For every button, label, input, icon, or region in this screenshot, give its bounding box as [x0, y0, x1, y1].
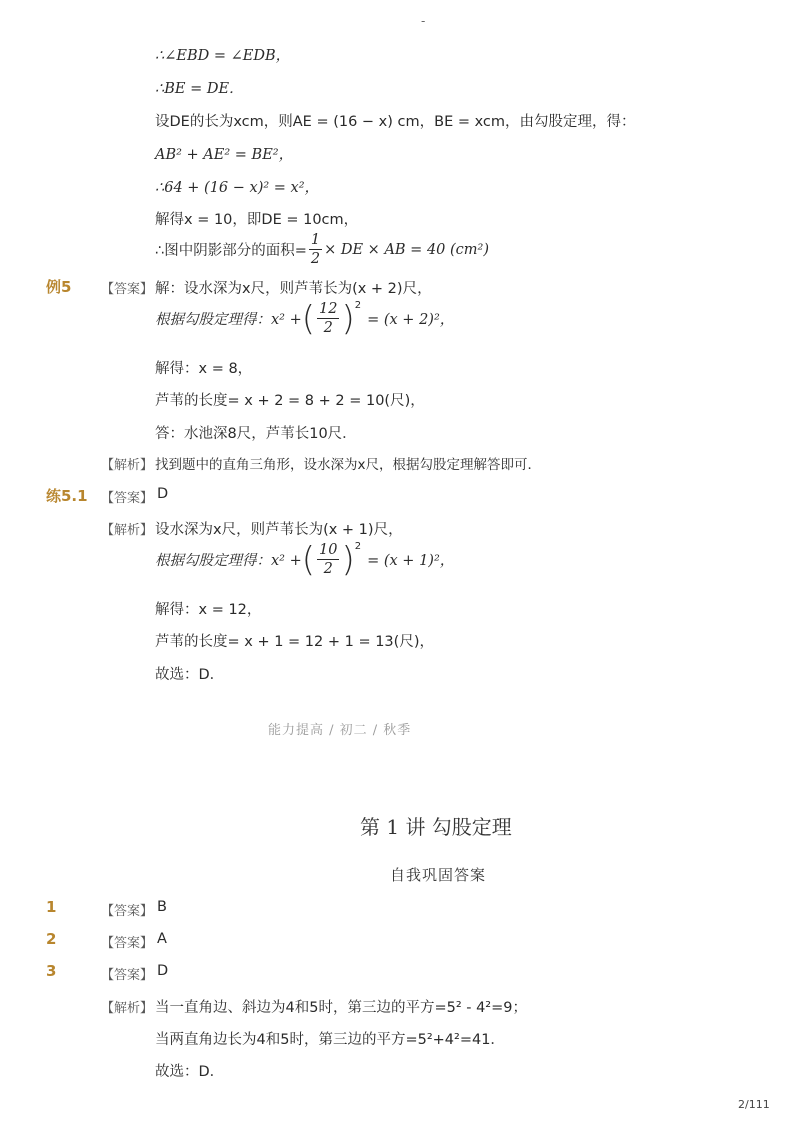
answer-2-tag: 【答案】: [101, 936, 154, 951]
example-5-line-1: 解：设水深为x尺，则芦苇长为(x + 2)尺，: [155, 281, 432, 297]
answer-1-value: B: [157, 899, 167, 915]
proof-line-4: AB² + AE² = BE²，: [155, 147, 294, 163]
fraction-numerator: 1: [310, 232, 321, 248]
practice-5-1-line-1: 设水深为x尺，则芦苇长为(x + 1)尺，: [155, 522, 403, 538]
answer-1-number: 1: [46, 898, 57, 916]
pythagoras-rhs: = (x + 1)²，: [367, 553, 455, 569]
fraction-denominator: 2: [323, 320, 333, 336]
left-paren: (: [301, 539, 316, 580]
proof-line-1: ∴∠EBD = ∠EDB，: [155, 48, 291, 64]
answer-3-analysis-line-2: 当两直角边长为4和5时，第三边的平方=5²+4²=41．: [155, 1032, 505, 1048]
fraction-half: [309, 231, 322, 268]
right-paren: ): [341, 539, 355, 580]
top-mark: -: [421, 14, 426, 28]
practice-5-1-line-2: [155, 541, 454, 578]
proof-line-2: ∴BE = DE．: [155, 81, 244, 97]
practice-5-1-line-3: 解得：x = 12，: [155, 602, 262, 618]
proof-line-3: 设DE的长为xcm，则AE = (16 − x) cm，BE = xcm，由勾股定理，得：: [155, 114, 636, 130]
practice-5-1-analysis-tag: 【解析】: [101, 523, 154, 538]
right-paren: ): [341, 298, 355, 339]
practice-5-1-line-5: 故选：D．: [155, 667, 225, 683]
answer-1-tag: 【答案】: [101, 904, 154, 919]
lesson-title: 第 1 讲 勾股定理: [360, 815, 512, 839]
practice-5-1-line-4: 芦苇的长度= x + 1 = 12 + 1 = 13(尺)，: [155, 634, 434, 650]
answer-3-number: 3: [46, 962, 57, 980]
fraction-10-over-2: [317, 541, 339, 578]
area-prefix: ∴图中阴影部分的面积=: [155, 243, 307, 259]
example-5-line-5: 答：水池深8尺，芦苇长10尺．: [155, 426, 357, 442]
exponent: 2: [354, 541, 362, 552]
page-footer: 能力提高 / 初二 / 秋季: [268, 723, 412, 738]
proof-line-6: 解得x = 10，即DE = 10cm，: [155, 212, 359, 228]
page-number: 2/111: [738, 1098, 770, 1111]
answer-3-analysis-tag: 【解析】: [101, 1001, 154, 1016]
area-result: × DE × AB = 40 (cm²): [324, 241, 489, 258]
example-5-analysis: 找到题中的直角三角形，设水深为x尺，根据勾股定理解答即可．: [155, 457, 541, 473]
pythagoras-rhs: = (x + 2)²，: [367, 312, 455, 328]
answer-2-value: A: [157, 931, 167, 947]
answer-3-tag: 【答案】: [101, 968, 154, 983]
answer-3-analysis-line-1: 当一直角边、斜边为4和5时，第三边的平方=5² - 4²=9；: [155, 1000, 527, 1016]
practice-5-1-answer: D: [157, 486, 169, 502]
fraction-numerator: 10: [319, 542, 338, 558]
fraction-12-over-2: [317, 300, 339, 337]
example-5-analysis-tag: 【解析】: [101, 458, 154, 473]
answer-3-analysis-line-3: 故选：D．: [155, 1064, 225, 1080]
proof-line-7: [155, 231, 489, 268]
answer-2-number: 2: [46, 930, 57, 948]
fraction-denominator: 2: [310, 251, 321, 267]
example-5-answer-tag: 【答案】: [101, 282, 154, 297]
practice-5-1-number: 练5.1: [46, 487, 88, 505]
practice-5-1-answer-tag: 【答案】: [101, 491, 154, 506]
example-5-number: 例5: [46, 278, 72, 296]
section-title: 自我巩固答案: [390, 866, 487, 884]
pythagoras-lhs: 根据勾股定理得：x² +: [155, 553, 302, 569]
example-5-line-2: [155, 300, 454, 337]
exponent: 2: [354, 300, 362, 311]
left-paren: (: [301, 298, 316, 339]
example-5-line-3: 解得：x = 8，: [155, 361, 253, 377]
example-5-line-4: 芦苇的长度= x + 2 = 8 + 2 = 10(尺)，: [155, 393, 425, 409]
proof-line-5: ∴64 + (16 − x)² = x²，: [155, 180, 320, 196]
fraction-numerator: 12: [319, 301, 338, 317]
fraction-denominator: 2: [323, 561, 333, 577]
pythagoras-lhs: 根据勾股定理得：x² +: [155, 312, 302, 328]
answer-3-value: D: [157, 963, 169, 979]
